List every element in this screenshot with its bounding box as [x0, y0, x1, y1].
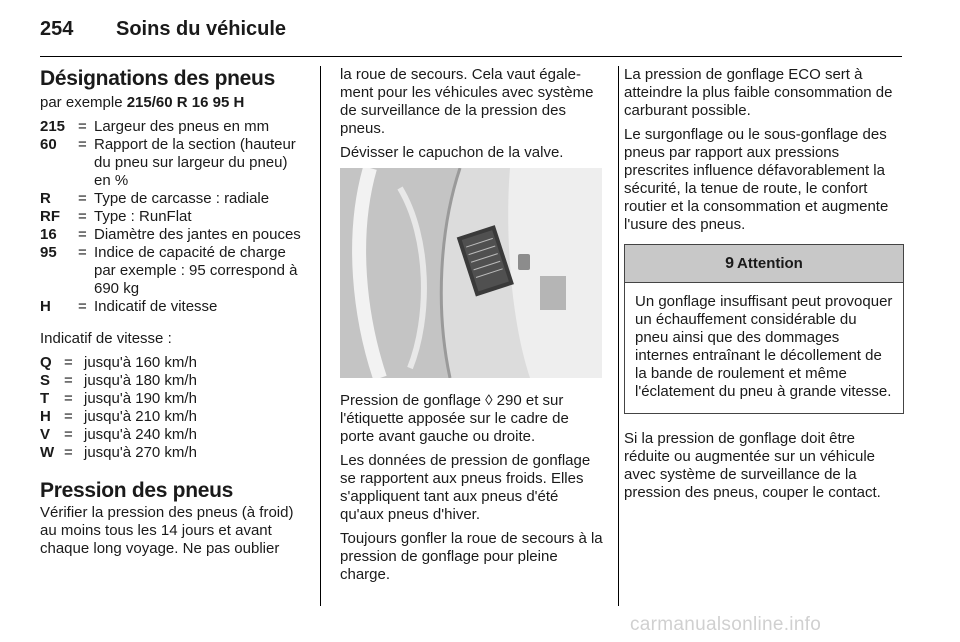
paragraph-eco-pressure: La pression de gonflage ECO sert à atteindre la plus faible consommation de carburant possible.	[624, 66, 893, 119]
section-title-tire-designations: Désignations des pneus	[40, 67, 275, 90]
designation-row-key: RF	[40, 208, 60, 225]
warning-triangle-icon: 9	[725, 254, 735, 272]
speed-row	[40, 390, 306, 408]
speed-row-value: jusqu'à 270 km/h	[84, 444, 197, 461]
example-value: 215/60 R 16 95 H	[126, 94, 245, 111]
column-1	[40, 66, 306, 564]
paragraph-pressure-reference: Pression de gonflage ◊ 290 et sur l'étiquette apposée sur le cadre de porte avant gauche ou droite.	[340, 392, 569, 445]
paragraph-pressure-adjust: Si la pression de gonflage doit être réduite ou augmentée sur un véhicule avec système de surveillance de la pression des pneus, couper le contact.	[624, 430, 881, 501]
designation-row	[40, 208, 306, 226]
speed-row-value: jusqu'à 160 km/h	[84, 354, 197, 371]
warning-box	[624, 244, 904, 414]
designation-row-eq: =	[78, 118, 87, 135]
designation-row-eq: =	[78, 208, 87, 225]
designation-row-key: 16	[40, 226, 57, 243]
designation-row-eq: =	[78, 244, 87, 261]
speed-row	[40, 426, 306, 444]
speed-row	[40, 408, 306, 426]
designation-row-value: Type : RunFlat	[94, 208, 192, 225]
speed-row-key: V	[40, 426, 51, 443]
paragraph-spare-full-load: Toujours gonfler la roue de secours à la pression de gonflage pour pleine charge.	[340, 530, 603, 583]
speed-row-key: H	[40, 408, 51, 425]
watermark: carmanualsonline.info	[630, 614, 822, 635]
designation-row-value: Indicatif de vitesse	[94, 298, 218, 315]
page-header	[40, 18, 286, 48]
designation-row-value: Largeur des pneus en mm	[94, 118, 270, 135]
designation-row-eq: =	[78, 226, 87, 243]
designation-list	[40, 118, 306, 316]
designation-row	[40, 190, 306, 208]
speed-row-key: W	[40, 444, 55, 461]
designation-row	[40, 244, 306, 298]
door-frame-illustration	[340, 168, 602, 378]
speed-intro: Indicatif de vitesse :	[40, 330, 172, 347]
designation-row-eq: =	[78, 190, 87, 207]
designation-row-value: Type de carcasse : radiale	[94, 190, 270, 207]
speed-row-key: T	[40, 390, 50, 407]
column-3	[624, 66, 904, 508]
speed-row-value: jusqu'à 210 km/h	[84, 408, 197, 425]
speed-index-list	[40, 354, 306, 462]
designation-row	[40, 118, 306, 136]
column-divider-1	[320, 66, 321, 606]
designation-row-key: H	[40, 298, 51, 315]
speed-row-eq: =	[64, 444, 73, 461]
designation-row-key: 60	[40, 136, 57, 153]
designation-row	[40, 136, 306, 190]
column-divider-2	[618, 66, 619, 606]
designation-row-value: Rapport de la section (hauteur du pneu sur largeur du pneu) en %	[94, 136, 296, 189]
speed-row-eq: =	[64, 354, 73, 371]
door-frame-label-photo	[340, 168, 602, 378]
designation-row-value: Diamètre des jantes en pouces	[94, 226, 301, 243]
speed-row	[40, 444, 306, 462]
speed-row-value: jusqu'à 240 km/h	[84, 426, 197, 443]
example-prefix: par exemple	[40, 94, 127, 111]
section-title-tire-pressure: Pression des pneus	[40, 479, 234, 502]
header-divider	[40, 56, 902, 57]
paragraph-spare-wheel: la roue de secours. Cela vaut également pour les véhicules avec système de surveillance de la pression des pneus.	[340, 66, 594, 137]
warning-body: Un gonflage insuffisant peut provoquer un échauffement considérable du pneu ainsi que des dommages internes entraînant le décollement de la bande de roulement et même l'éclatement du pneu à grande vitesse.	[635, 293, 893, 400]
paragraph-valve-cap: Dévisser le capuchon de la valve.	[340, 144, 564, 161]
speed-row-key: Q	[40, 354, 52, 371]
tire-example	[40, 94, 306, 112]
page-heading: Soins du véhicule	[116, 18, 287, 40]
speed-row-eq: =	[64, 426, 73, 443]
paragraph-over-under-inflation: Le surgonflage ou le sous-gonflage des pneus par rapport aux pressions prescrites influence défavorablement la sécurité, la tenue de route, le confort routier et la consommation et augmente l'usure des pneus.	[624, 126, 889, 233]
designation-row-eq: =	[78, 298, 87, 315]
speed-row-eq: =	[64, 372, 73, 389]
warning-title: Attention	[737, 254, 803, 272]
speed-row-eq: =	[64, 390, 73, 407]
designation-row-eq: =	[78, 136, 87, 153]
designation-row	[40, 226, 306, 244]
designation-row-value: Indice de capacité de charge par exemple : 95 correspond à 690 kg	[94, 244, 298, 297]
speed-row-value: jusqu'à 190 km/h	[84, 390, 197, 407]
speed-row	[40, 372, 306, 390]
warning-header	[625, 245, 903, 283]
page-number: 254	[40, 18, 74, 40]
speed-row-value: jusqu'à 180 km/h	[84, 372, 197, 389]
designation-row-key: R	[40, 190, 51, 207]
column-2	[340, 66, 604, 590]
paragraph-cold-tires: Les données de pression de gonflage se rapportent aux pneus froids. Elles s'appliquent tant aux pneus d'été qu'aux pneus d'hiver.	[340, 452, 591, 523]
designation-row-key: 215	[40, 118, 66, 135]
speed-row	[40, 354, 306, 372]
pressure-paragraph: Vérifier la pression des pneus (à froid) au moins tous les 14 jours et avant chaque long voyage. Ne pas oublier	[40, 504, 294, 557]
speed-row-key: S	[40, 372, 51, 389]
designation-row	[40, 298, 306, 316]
speed-row-eq: =	[64, 408, 73, 425]
designation-row-key: 95	[40, 244, 57, 261]
